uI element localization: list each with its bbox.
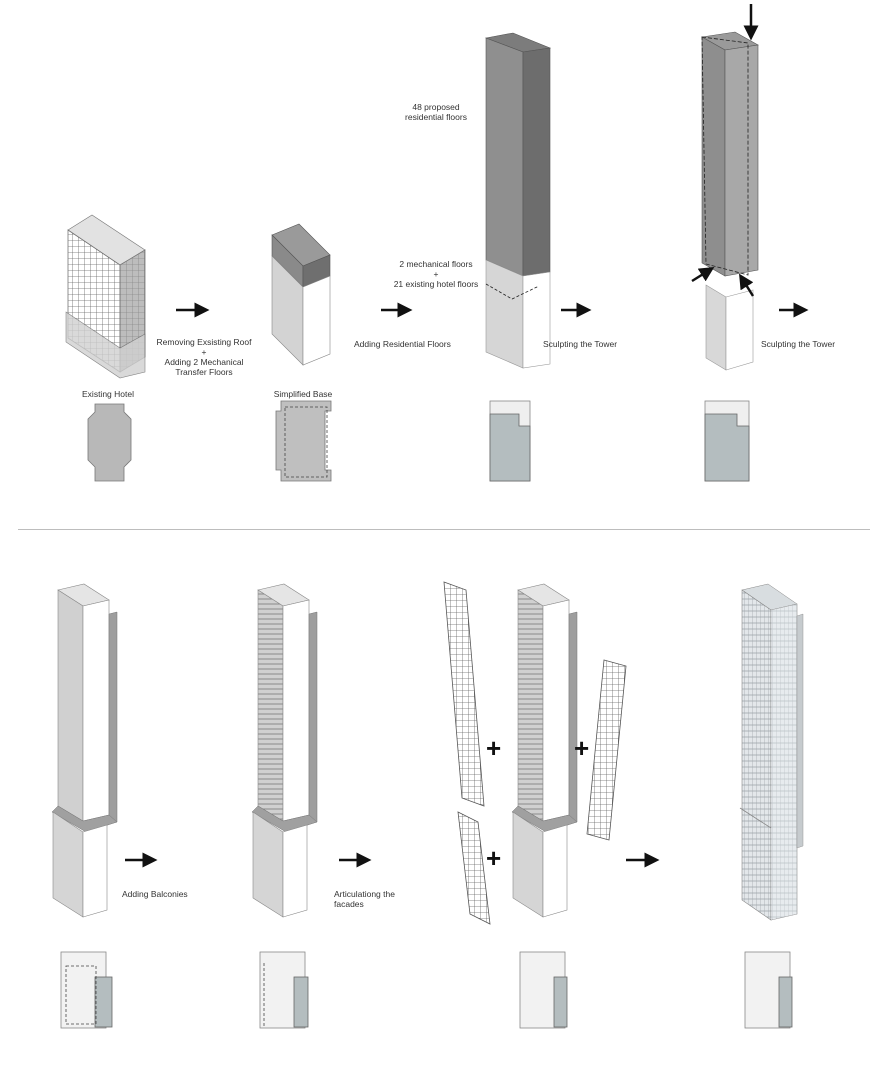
- sculpted-tower-model: [702, 32, 758, 370]
- final-tower-model: [740, 584, 803, 920]
- label-mech-plus: +: [433, 269, 439, 279]
- plus-sign-2: +: [574, 733, 590, 763]
- label-step-1-line-3: Transfer Floors: [175, 367, 233, 377]
- label-mech-line-1: 2 mechanical floors: [399, 259, 473, 269]
- existing-hotel-plan: [88, 404, 131, 481]
- label-sculpting-2: Sculpting the Tower: [761, 339, 836, 349]
- label-articulating-line-1: Articulationg the: [334, 889, 395, 899]
- articulated-plan: [260, 952, 308, 1028]
- facade-plan: [520, 952, 567, 1028]
- simplified-base-model: [272, 224, 330, 365]
- section-divider: [18, 529, 870, 530]
- balconies-tower-model: [52, 584, 117, 917]
- label-articulating: [334, 889, 395, 909]
- sculpted-tower-plan: [705, 401, 749, 481]
- label-step-1-line-2: Adding 2 Mechanical: [164, 357, 244, 367]
- existing-hotel-model: [66, 215, 145, 378]
- balconies-plan: [61, 952, 112, 1028]
- label-step-1-line-1: Removing Exsisting Roof: [156, 337, 252, 347]
- label-proposed-line-1: 48 proposed: [412, 102, 460, 112]
- simplified-base-plan: [276, 401, 331, 481]
- facade-tower-model: [512, 584, 577, 917]
- label-adding-residential: Adding Residential Floors: [354, 339, 451, 349]
- residential-tower-plan: [490, 401, 530, 481]
- label-step-1: [152, 337, 256, 377]
- label-mech-line-2: 21 existing hotel floors: [393, 279, 479, 289]
- label-proposed-floors: [396, 102, 476, 122]
- label-mechanical-floors: [386, 259, 486, 289]
- residential-tower-model: [486, 33, 550, 368]
- label-step-1-plus: +: [201, 347, 207, 357]
- label-sculpting-1: Sculpting the Tower: [543, 339, 618, 349]
- label-simplified-base: Simplified Base: [273, 389, 333, 399]
- final-plan: [745, 952, 792, 1028]
- label-adding-balconies: Adding Balconies: [122, 889, 188, 899]
- plus-sign-1: +: [486, 733, 502, 763]
- push-arrow-left: [692, 271, 708, 281]
- articulated-tower-model: [252, 584, 317, 917]
- label-existing-hotel: Existing Hotel: [82, 389, 134, 399]
- label-articulating-line-2: facades: [334, 899, 364, 909]
- plus-sign-3: +: [486, 843, 502, 873]
- label-proposed-line-2: residential floors: [405, 112, 467, 122]
